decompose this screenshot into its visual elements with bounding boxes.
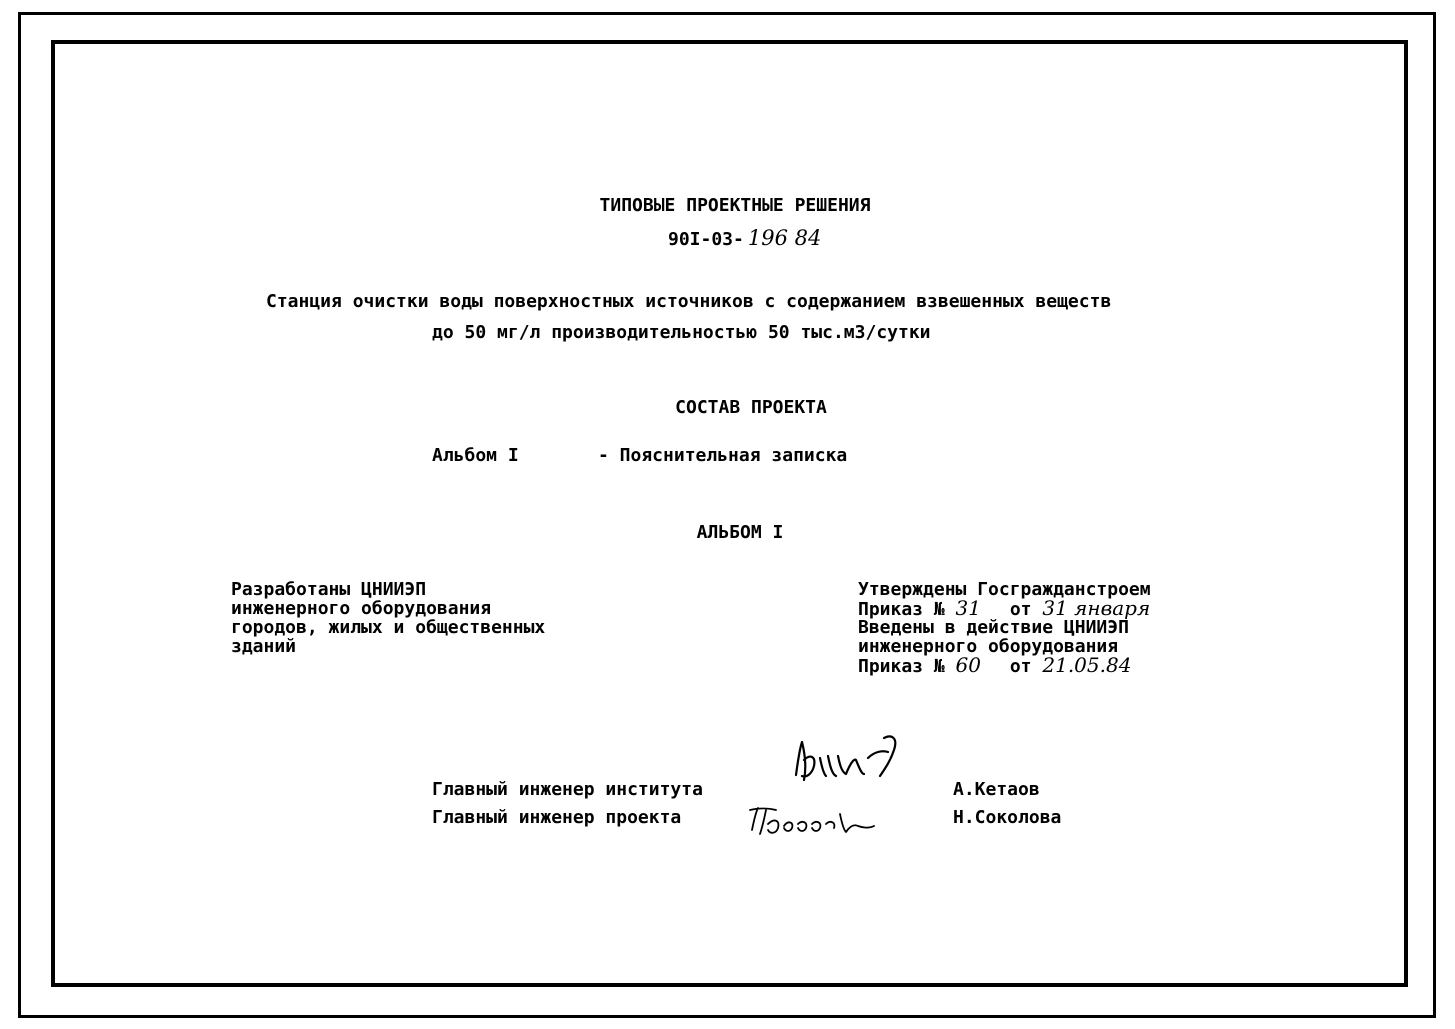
document-code-printed: 90I-03- <box>668 229 744 250</box>
developed-line: зданий <box>231 636 297 657</box>
subject-line-2: до 50 мг/л производительностью 50 тыс.м3/сутки <box>432 322 931 343</box>
chief-engineer-project-name: Н.Соколова <box>953 807 1062 828</box>
signature-2 <box>746 800 876 840</box>
album-description: - Пояснительная записка <box>598 445 848 466</box>
order-prefix: Приказ № <box>858 656 945 677</box>
developed-by-block <box>231 580 545 656</box>
subject-line-1: Станция очистки воды поверхностных источников с содержанием взвешенных веществ <box>266 291 1112 312</box>
order-from: от <box>1009 656 1032 677</box>
composition-heading: СОСТАВ ПРОЕКТА <box>675 397 827 418</box>
document-code-handwritten: 196 84 <box>747 226 822 250</box>
order-number: 31 <box>955 596 981 620</box>
approved-line-4: инженерного оборудования <box>858 636 1119 657</box>
chief-engineer-institute-name: А.Кетаов <box>953 779 1040 800</box>
approved-line-3: Введены в действие ЦНИИЭП <box>858 617 1129 638</box>
chief-engineer-project-role: Главный инженер проекта <box>432 807 682 828</box>
order-from: от <box>1009 599 1032 620</box>
album-label: Альбом I <box>432 445 519 466</box>
developed-line: Разработаны ЦНИИЭП <box>231 579 427 600</box>
document-code <box>668 228 821 250</box>
developed-line: городов, жилых и общественных <box>231 617 546 638</box>
approved-line-1: Утверждены Госгражданстроем <box>858 579 1151 600</box>
chief-engineer-institute-role: Главный инженер института <box>432 779 703 800</box>
order-date: 21.05.84 <box>1042 653 1132 677</box>
approved-order-1 <box>858 596 1151 620</box>
developed-line: инженерного оборудования <box>231 598 492 619</box>
approved-by-block <box>858 580 1151 675</box>
inner-border <box>51 40 1408 987</box>
album-title: АЛЬБОМ I <box>696 522 784 543</box>
approved-order-2 <box>858 653 1151 677</box>
order-prefix: Приказ № <box>858 599 945 620</box>
order-date: 31 января <box>1042 596 1151 620</box>
document-title: ТИПОВЫЕ ПРОЕКТНЫЕ РЕШЕНИЯ <box>599 195 871 216</box>
signature-1 <box>784 730 914 790</box>
order-number: 60 <box>955 653 981 677</box>
